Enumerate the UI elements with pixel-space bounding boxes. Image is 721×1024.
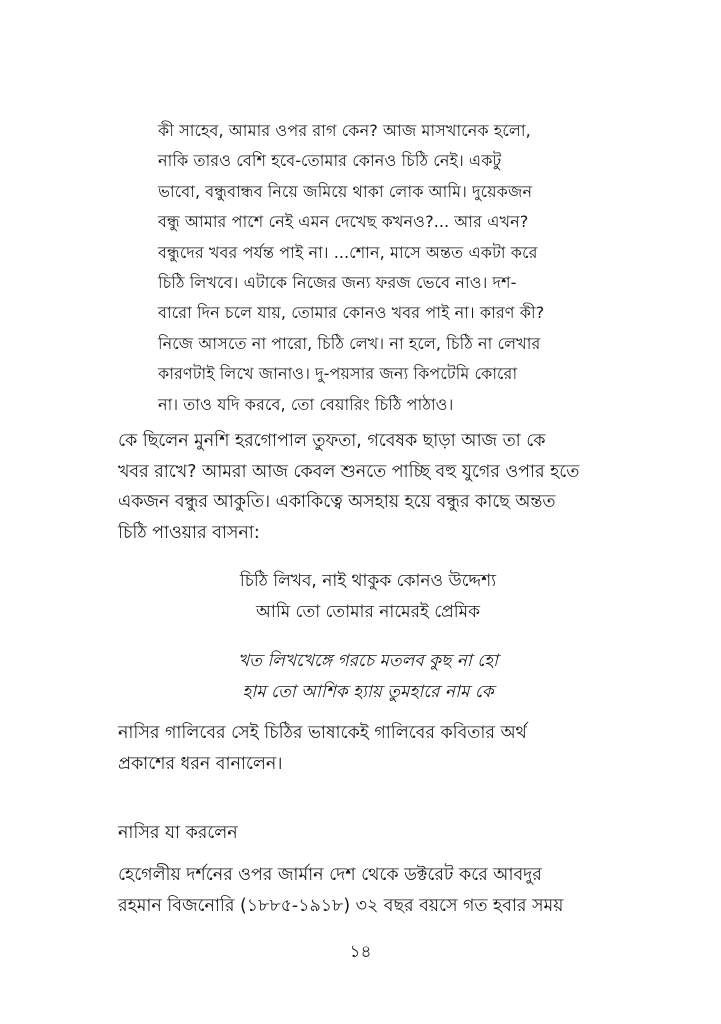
quote-line: ভাবো, বন্ধুবান্ধব নিয়ে জমিয়ে থাকা লোক আমি। দুয়েকজন — [158, 181, 533, 201]
paragraph-line: কে ছিলেন মুনশি হরগোপাল তুফতা, গবেষক ছাড়া আজ তা কে — [118, 431, 546, 451]
paragraph-munshi-hargopal — [118, 426, 618, 548]
paragraph-line: চিঠি পাওয়ার বাসনা: — [118, 522, 260, 543]
paragraph-line: রহমান বিজনোরি (১৮৮৫-১৯১৮) ৩২ বছর বয়সে গত হবার সময় — [118, 895, 564, 916]
paragraph-nasir — [118, 718, 618, 779]
paragraph-line: প্রকাশের ধরন বানালেন। — [118, 753, 283, 774]
quote-line: বারো দিন চলে যায়, তোমার কোনও খবর পাই না। কারণ কী? — [158, 303, 545, 323]
letter-quote — [158, 116, 578, 420]
paragraph-line: খবর রাখে? আমরা আজ কেবল শুনতে পাচ্ছি বহু যুগের ওপার হতে — [118, 461, 580, 482]
quote-line: চিঠি লিখবে। এটাকে নিজের জন্য ফরজ ভেবে নাও। দশ- — [158, 273, 517, 293]
quote-line: নিজে আসতে না পারো, চিঠি লেখ। না হলে, চিঠি না লেখার — [158, 333, 541, 353]
quote-line: কী সাহেব, আমার ওপর রাগ কেন? আজ মাসখানেক হলো, — [158, 121, 531, 140]
quote-line: নাকি তারও বেশি হবে-তোমার কোনও চিঠি নেই। একটু — [158, 151, 502, 171]
quote-line: না। তাও যদি করবে, তো বেয়ারিং চিঠি পাঠাও। — [158, 394, 454, 414]
paragraph-bijnori — [118, 860, 618, 921]
poem-line: খত লিখখেঙ্গে গরচে মতলব কুছ না হো — [238, 651, 498, 671]
poem-transliteration — [118, 646, 618, 708]
page-number: ১৪ — [349, 942, 372, 962]
section-heading: নাসির যা করলেন — [118, 823, 238, 843]
paragraph-line: নাসির গালিবের সেই চিঠির ভাষাকেই গালিবের কবিতার অর্থ — [118, 723, 527, 743]
poem-bengali — [118, 566, 618, 628]
poem-line: চিঠি লিখব, নাই থাকুক কোনও উদ্দেশ্য — [239, 571, 497, 591]
paragraph-line: হেগেলীয় দর্শনের ওপর জার্মান দেশ থেকে ডক্টরেট করে আবদুর — [118, 865, 542, 885]
poem-line: আমি তো তোমার নামেরই প্রেমিক — [256, 602, 480, 622]
quote-line: কারণটাই লিখে জানাও। দু-পয়সার জন্য কিপটেমি কোরো — [158, 364, 518, 384]
quote-line: বন্ধু আমার পাশে নেই এমন দেখেছ কখনও?... আর এখন? — [158, 212, 529, 232]
paragraph-line: একজন বন্ধুর আকুতি। একাকিত্বে অসহায় হয়ে বন্ধুর কাছে অন্তত — [118, 492, 556, 513]
quote-line: বন্ধুদের খবর পর্যন্ত পাই না। ...শোন, মাসে অন্তত একটা করে — [158, 242, 538, 262]
poem-line: হাম তো আশিক হ্যায় তুমহারে নাম কে — [242, 682, 494, 702]
